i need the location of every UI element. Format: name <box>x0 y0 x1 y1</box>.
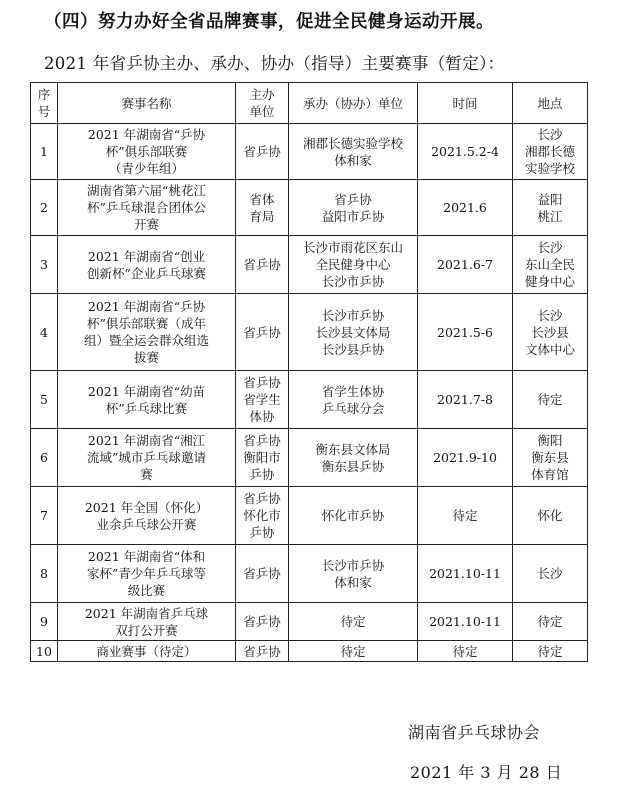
cell-time: 2021.7-8 <box>418 371 513 429</box>
cell-time: 2021.9-10 <box>418 429 513 487</box>
cell-organizer: 省乒协 <box>236 545 289 603</box>
cell-host: 长沙市乒协 体和家 <box>289 545 418 603</box>
cell-location: 待定 <box>513 603 588 641</box>
cell-index: 9 <box>31 603 58 641</box>
table-row <box>31 294 588 371</box>
cell-organizer: 省乒协 <box>236 124 289 180</box>
header-organizer: 主办 单位 <box>236 83 289 124</box>
cell-index: 1 <box>31 124 58 180</box>
cell-time: 待定 <box>418 487 513 545</box>
cell-time: 2021.5-6 <box>418 294 513 371</box>
cell-organizer: 省乒协 <box>236 603 289 641</box>
cell-index: 8 <box>31 545 58 603</box>
cell-index: 5 <box>31 371 58 429</box>
table-row <box>31 371 588 429</box>
cell-event-name: 2021 年湖南省“创业 创新杯”企业乒乓球赛 <box>58 236 236 294</box>
cell-host: 待定 <box>289 641 418 662</box>
cell-location: 待定 <box>513 641 588 662</box>
table-caption: 2021 年省乒协主办、承办、协办（指导）主要赛事（暂定）： <box>44 54 505 73</box>
events-table <box>30 82 588 662</box>
cell-location: 长沙 湘郡长德 实验学校 <box>513 124 588 180</box>
table-row <box>31 124 588 180</box>
header-time: 时间 <box>418 83 513 124</box>
signature-organization: 湖南省乒乓球协会 <box>408 723 541 742</box>
signature-date: 2021 年 3 月 28 日 <box>410 763 563 782</box>
cell-location: 长沙 <box>513 545 588 603</box>
cell-host: 长沙市雨花区东山 全民健身中心 长沙市乒协 <box>289 236 418 294</box>
cell-organizer: 省乒协 <box>236 641 289 662</box>
cell-host: 省乒协 益阳市乒协 <box>289 180 418 236</box>
table-row <box>31 641 588 662</box>
cell-location: 长沙 长沙县 文体中心 <box>513 294 588 371</box>
cell-host: 长沙市乒协 长沙县文体局 长沙县乒协 <box>289 294 418 371</box>
header-location: 地点 <box>513 83 588 124</box>
cell-host: 待定 <box>289 603 418 641</box>
table-row <box>31 236 588 294</box>
cell-time: 待定 <box>418 641 513 662</box>
cell-host: 衡东县文体局 衡东县乒协 <box>289 429 418 487</box>
cell-host: 湘郡长德实验学校 体和家 <box>289 124 418 180</box>
cell-time: 2021.5.2-4 <box>418 124 513 180</box>
cell-host: 省学生体协 乒乓球分会 <box>289 371 418 429</box>
cell-host: 怀化市乒协 <box>289 487 418 545</box>
cell-organizer: 省乒协 <box>236 236 289 294</box>
cell-time: 2021.10-11 <box>418 545 513 603</box>
table-row <box>31 429 588 487</box>
cell-location: 益阳 桃江 <box>513 180 588 236</box>
cell-time: 2021.10-11 <box>418 603 513 641</box>
table-row <box>31 180 588 236</box>
table-header-row <box>31 83 588 124</box>
cell-location: 衡阳 衡东县 体育馆 <box>513 429 588 487</box>
cell-event-name: 2021 年湖南省乒乓球 双打公开赛 <box>58 603 236 641</box>
cell-organizer: 省乒协 怀化市 乒协 <box>236 487 289 545</box>
cell-index: 3 <box>31 236 58 294</box>
cell-organizer: 省乒协 省学生 体协 <box>236 371 289 429</box>
table-row <box>31 545 588 603</box>
header-index: 序 号 <box>31 83 58 124</box>
cell-organizer: 省体 育局 <box>236 180 289 236</box>
table-row <box>31 487 588 545</box>
cell-index: 4 <box>31 294 58 371</box>
header-event-name: 赛事名称 <box>58 83 236 124</box>
cell-index: 10 <box>31 641 58 662</box>
cell-event-name: 2021 年湖南省“乒协 杯”俱乐部联赛（成年 组）暨全运会群众组选 拔赛 <box>58 294 236 371</box>
header-host: 承办（协办）单位 <box>289 83 418 124</box>
cell-organizer: 省乒协 衡阳市 乒协 <box>236 429 289 487</box>
cell-location: 待定 <box>513 371 588 429</box>
cell-event-name: 湖南省第六届“桃花江 杯”乒乓球混合团体公 开赛 <box>58 180 236 236</box>
cell-location: 怀化 <box>513 487 588 545</box>
cell-event-name: 2021 年湖南省“湘江 流域”城市乒乓球邀请 赛 <box>58 429 236 487</box>
cell-event-name: 商业赛事（待定） <box>58 641 236 662</box>
cell-event-name: 2021 年湖南省“幼苗 杯”乒乓球比赛 <box>58 371 236 429</box>
cell-time: 2021.6-7 <box>418 236 513 294</box>
section-heading: （四）努力办好全省品牌赛事，促进全民健身运动开展。 <box>44 12 494 32</box>
table-row <box>31 603 588 641</box>
cell-event-name: 2021 年湖南省“体和 家杯”青少年乒乓球等 级比赛 <box>58 545 236 603</box>
cell-index: 7 <box>31 487 58 545</box>
cell-index: 2 <box>31 180 58 236</box>
cell-organizer: 省乒协 <box>236 294 289 371</box>
cell-index: 6 <box>31 429 58 487</box>
cell-time: 2021.6 <box>418 180 513 236</box>
cell-event-name: 2021 年全国（怀化） 业余乒乓球公开赛 <box>58 487 236 545</box>
cell-event-name: 2021 年湖南省“乒协 杯”俱乐部联赛 （青少年组） <box>58 124 236 180</box>
cell-location: 长沙 东山全民 健身中心 <box>513 236 588 294</box>
